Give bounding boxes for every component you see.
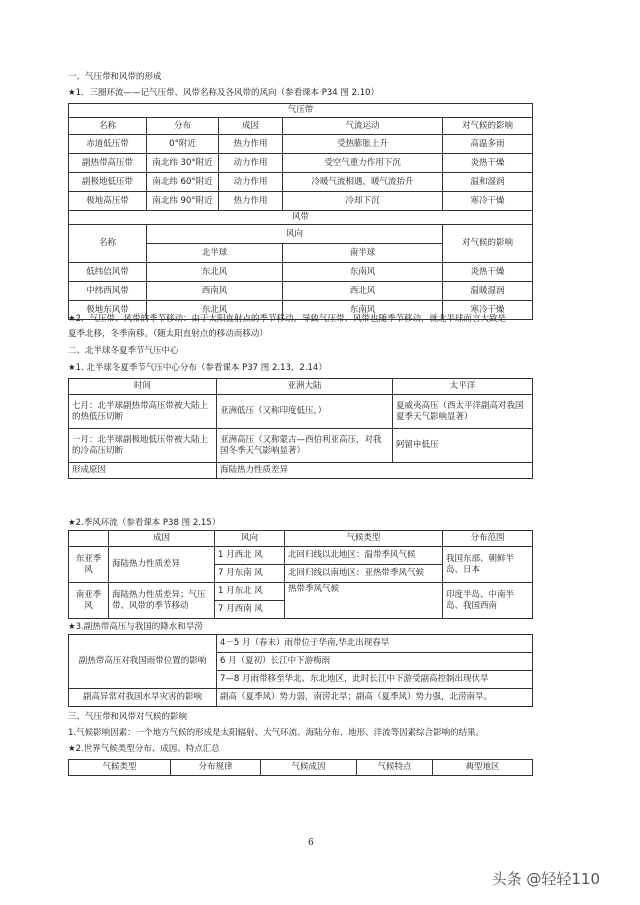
table-cell: 南北纬 90°附近	[147, 192, 219, 211]
section-heading: 三、气压带和风带对气候的影响	[68, 712, 188, 722]
table-cell: 6 月（夏初）长江中下游梅雨	[217, 653, 533, 671]
table-cell: 印度半岛、中南半岛、我国西南	[443, 583, 533, 619]
table-cell: 温和湿润	[443, 173, 533, 192]
table-cell: 热力作用	[219, 135, 283, 154]
table-cell: 一月：北半球副极地低压带被大陆上的冷高压切断	[69, 429, 217, 463]
table-cell: 冷却下沉	[283, 192, 443, 211]
table-cell: 南亚季风	[69, 583, 109, 619]
table-cell: 海陆热力性质差异；气压带、风带的季节移动	[109, 583, 215, 619]
table-header-cell: 时间	[69, 379, 217, 395]
table-cell: 副热带高压对我国雨带位置的影响	[69, 635, 217, 689]
table-row	[69, 282, 533, 301]
table-cell: 7 月西南 风	[215, 601, 285, 619]
paragraph: 1.气候影响因素：一个地方气候的形成是太阳辐射、大气环流、海陆分布、地形、洋流等因素综合影响的结果。	[68, 728, 485, 738]
table-cell: 热力作用	[219, 192, 283, 211]
table-row	[69, 263, 533, 282]
table-header-cell: 典型地区	[433, 760, 533, 776]
table-cell: 我国东部、朝鲜半岛、日本	[443, 547, 533, 583]
table-header-cell: 南半球	[283, 244, 443, 263]
section-heading: 一、气压带和风带的形成	[68, 72, 162, 82]
table-header-cell: 成因	[219, 118, 283, 135]
table-cell: 动力作用	[219, 173, 283, 192]
table-header-cell	[69, 531, 109, 547]
subtropical-high-table	[68, 634, 533, 707]
table-title: 气压带	[69, 104, 533, 118]
table-cell: 炎热干燥	[443, 154, 533, 173]
table-cell: 东南风	[283, 301, 443, 320]
table-row	[69, 463, 533, 479]
table-cell: 中纬西风带	[69, 282, 147, 301]
table-cell: 7—8 月雨带移至华北、东北地区，此时长江中下游受副高控制出现伏旱	[217, 671, 533, 689]
table-cell: 海陆热力性质差异	[109, 547, 215, 583]
table-cell: 4－5 月（春末）雨带位于华南,华北出现春旱	[217, 635, 533, 653]
table-header-cell: 气候成因	[261, 760, 357, 776]
table-header-cell: 太平洋	[393, 379, 533, 395]
paragraph: 夏季北移，冬季南移。（随太阳直射点的移动而移动）	[68, 329, 268, 339]
table-cell: 南北纬 60°附近	[147, 173, 219, 192]
table-header-cell: 气候特点	[357, 760, 433, 776]
table-cell: 寒冷干燥	[443, 192, 533, 211]
table-cell: 形成原因	[69, 463, 217, 479]
table-title: 风带	[69, 211, 533, 225]
table-header-cell: 对气候的影响	[443, 118, 533, 135]
table-cell: 温暖湿润	[443, 282, 533, 301]
table-header-row	[69, 118, 533, 135]
table-cell: 极地高压带	[69, 192, 147, 211]
table-cell: 副高异常对我国水旱灾害的影响	[69, 689, 217, 707]
table-cell: 南北纬 30°附近	[147, 154, 219, 173]
table-cell: 东南风	[283, 263, 443, 282]
table-cell: 东亚季风	[69, 547, 109, 583]
table-cell: 冷暖气流相遇，暖气流抬升	[283, 173, 443, 192]
table-row	[69, 429, 533, 463]
table-cell: 北回归线以北地区：温带季风气候	[285, 547, 443, 565]
table-header-cell: 气候类型	[69, 760, 171, 776]
table-header-cell: 名称	[69, 118, 147, 135]
table-header-cell: 气候类型	[285, 531, 443, 547]
table-cell: 受空气重力作用下沉	[283, 154, 443, 173]
table-cell: 西南风	[147, 282, 283, 301]
subsection-heading: ★2.季风环流（参看课本 P38 图 2.15）	[68, 518, 221, 528]
table-cell: 炎热干燥	[443, 263, 533, 282]
table-cell: 北回归线以南地区：亚热带季风气候	[285, 565, 443, 583]
table-cell: 阿留申低压	[393, 429, 533, 463]
table-row	[69, 135, 533, 154]
table-row	[69, 689, 533, 707]
section-heading: 二、北半球冬夏季节气压中心	[68, 346, 179, 356]
table-row	[69, 192, 533, 211]
table-cell: 副极地低压带	[69, 173, 147, 192]
table-header-row	[69, 225, 533, 244]
table-cell: 东北风	[147, 263, 283, 282]
table-cell: 1 月西北 风	[215, 547, 285, 565]
table-cell: 海陆热力性质差异	[217, 463, 533, 479]
table-cell: 热带季风气候	[285, 583, 443, 619]
table-cell: 1 月东北 风	[215, 583, 285, 601]
table-header-cell: 亚洲大陆	[217, 379, 393, 395]
table-header-cell: 分布规律	[171, 760, 261, 776]
table-header-row	[69, 531, 533, 547]
watermark: 头条 @轻轻110	[491, 870, 600, 888]
table-cell: 七月：北半球副热带高压带被大陆上的热低压切断	[69, 395, 217, 429]
subsection-heading: ★2.世界气候类型分布、成因、特点汇总	[68, 744, 220, 754]
table-header-cell: 风向	[147, 225, 443, 244]
table-cell: 7 月东南 风	[215, 565, 285, 583]
table-cell: 高温多雨	[443, 135, 533, 154]
subsection-heading: ★1. 北半球冬夏季节气压中心分布（参看课本 P37 图 2.13、2.14）	[68, 363, 327, 373]
table-header-cell: 名称	[69, 225, 147, 263]
table-cell: 极地东风带	[69, 301, 147, 320]
table-row	[69, 395, 533, 429]
table-cell: 亚洲低压（又称印度低压，）	[217, 395, 393, 429]
table-cell: 东北风	[147, 301, 283, 320]
table-cell: 副高（夏季风）势力弱，南涝北旱；副高（夏季风）势力强，北涝南旱。	[217, 689, 533, 707]
table-row	[69, 154, 533, 173]
table-row	[69, 583, 533, 601]
table-row	[69, 635, 533, 653]
table-cell: 寒冷干燥	[443, 301, 533, 320]
table-cell: 副热带高压带	[69, 154, 147, 173]
table-header-cell: 北半球	[147, 244, 283, 263]
table-header-row	[69, 760, 533, 776]
pressure-wind-belt-table	[68, 103, 533, 320]
pressure-center-table	[68, 378, 533, 479]
table-header-cell: 对气候的影响	[443, 225, 533, 263]
table-row	[69, 173, 533, 192]
table-cell: 低纬信风带	[69, 263, 147, 282]
table-cell: 亚洲高压（又称蒙古—西伯利亚高压，对我国冬季天气影响显著）	[217, 429, 393, 463]
table-header-cell: 气流运动	[283, 118, 443, 135]
monsoon-table	[68, 530, 533, 619]
table-header-row	[69, 379, 533, 395]
table-cell: 赤道低压带	[69, 135, 147, 154]
table-header-cell: 风向	[215, 531, 285, 547]
table-cell: 0°附近	[147, 135, 219, 154]
subsection-heading: ★3.副热带高压与我国的降水和旱涝	[68, 622, 203, 632]
table-header-cell: 成因	[109, 531, 215, 547]
table-row	[69, 547, 533, 565]
table-header-cell: 分布范围	[443, 531, 533, 547]
table-cell: 西北风	[283, 282, 443, 301]
table-header-cell: 分布	[147, 118, 219, 135]
table-cell: 动力作用	[219, 154, 283, 173]
climate-types-table	[68, 759, 533, 776]
page-number: 6	[308, 838, 314, 848]
table-cell: 夏威夷高压（西太平洋副高对我国夏季天气影响显著）	[393, 395, 533, 429]
paragraph: ★2．气压带、风带的季节移动：由于太阳直射点的季节移动，导致气压带、风带也随季节移动，就北半球而言大致是	[68, 314, 507, 324]
table-cell: 受热膨胀上升	[283, 135, 443, 154]
subsection-heading: ★1．三圈环流——记气压带、风带名称及各风带的风向（参看课本 P34 图 2.10）	[68, 88, 380, 98]
